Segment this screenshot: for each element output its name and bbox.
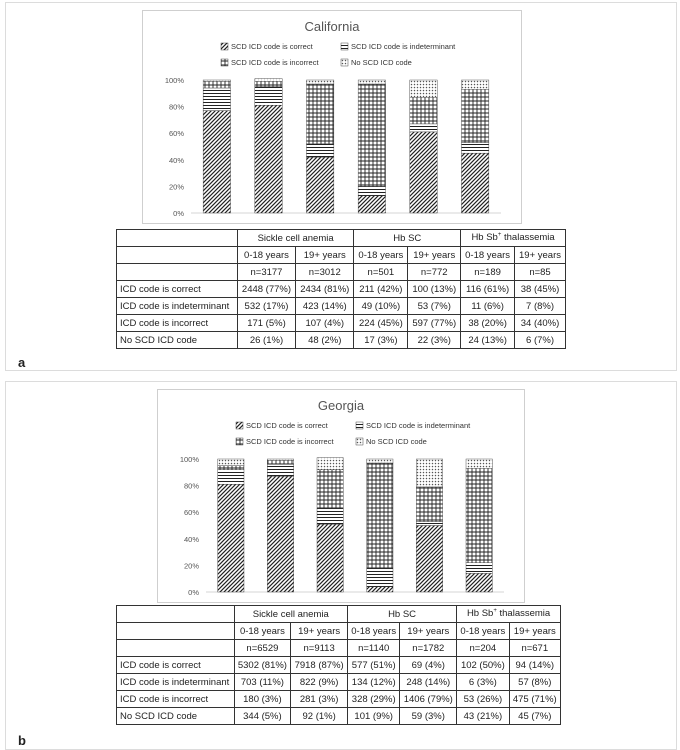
bar-segment-incorrect — [218, 466, 244, 470]
n-header: n=189 — [461, 264, 515, 281]
bar-segment-indeterminant — [317, 508, 343, 524]
data-cell: 53 (7%) — [408, 298, 461, 315]
bar-segment-correct — [358, 196, 385, 213]
bar-segment-indeterminant — [410, 124, 437, 132]
data-cell: 248 (14%) — [400, 674, 457, 691]
data-cell: 26 (1%) — [237, 332, 295, 349]
data-cell: 822 (9%) — [291, 674, 348, 691]
bar-segment-none — [367, 459, 393, 463]
table-blank — [117, 264, 238, 281]
bar-segment-incorrect — [358, 84, 385, 186]
age-header: 19+ years — [408, 247, 461, 264]
y-tick-label: 0% — [188, 588, 199, 597]
data-cell: 49 (10%) — [354, 298, 408, 315]
data-cell: 180 (3%) — [234, 691, 291, 708]
bar-segment-none — [218, 459, 244, 466]
data-cell: 116 (61%) — [461, 281, 515, 298]
bar-segment-indeterminant — [218, 470, 244, 485]
bar-segment-none — [203, 80, 230, 81]
bar-segment-correct — [203, 111, 230, 213]
data-cell: 6 (3%) — [457, 674, 509, 691]
bar-segment-correct — [218, 484, 244, 592]
age-header: 19+ years — [296, 247, 354, 264]
panel-a — [5, 2, 677, 371]
legend-label-correct: SCD ICD code is correct — [231, 42, 313, 51]
bar-segment-correct — [306, 157, 333, 213]
legend-swatch-correct — [221, 43, 228, 50]
n-header: n=501 — [354, 264, 408, 281]
table-california — [116, 229, 566, 349]
data-cell: 2434 (81%) — [296, 281, 354, 298]
age-header: 0-18 years — [457, 623, 509, 640]
data-cell: 532 (17%) — [237, 298, 295, 315]
bar-segment-indeterminant — [461, 143, 488, 154]
row-label: ICD code is indeterminant — [117, 298, 238, 315]
age-header: 0-18 years — [237, 247, 295, 264]
row-label: ICD code is correct — [117, 657, 235, 674]
y-tick-label: 100% — [179, 455, 199, 464]
data-cell: 59 (3%) — [400, 708, 457, 725]
data-cell: 53 (26%) — [457, 691, 509, 708]
legend-swatch-none — [356, 438, 363, 445]
data-cell: 92 (1%) — [291, 708, 348, 725]
data-cell: 100 (13%) — [408, 281, 461, 298]
data-cell: 423 (14%) — [296, 298, 354, 315]
stacked-bar-chart-california — [143, 11, 521, 223]
data-cell: 344 (5%) — [234, 708, 291, 725]
bar-segment-none — [255, 79, 282, 82]
data-cell: 328 (29%) — [347, 691, 399, 708]
legend-label-incorrect: SCD ICD code is incorrect — [231, 58, 319, 67]
bar-segment-indeterminant — [358, 186, 385, 195]
bar-segment-correct — [255, 105, 282, 213]
data-cell: 107 (4%) — [296, 315, 354, 332]
y-tick-label: 20% — [168, 182, 184, 192]
bar-segment-indeterminant — [466, 563, 492, 574]
legend-swatch-incorrect — [221, 59, 228, 66]
row-label: ICD code is correct — [117, 281, 238, 298]
row-label: ICD code is indeterminant — [117, 674, 235, 691]
legend-label-none: No SCD ICD code — [351, 58, 412, 67]
data-cell: 211 (42%) — [354, 281, 408, 298]
age-header: 0-18 years — [354, 247, 408, 264]
data-cell: 281 (3%) — [291, 691, 348, 708]
data-cell: 22 (3%) — [408, 332, 461, 349]
bar-segment-indeterminant — [255, 87, 282, 106]
y-tick-label: 60% — [183, 508, 199, 518]
age-header: 0-18 years — [461, 247, 515, 264]
data-cell: 69 (4%) — [400, 657, 457, 674]
panel-letter-b: b — [18, 733, 26, 748]
group-header: Sickle cell anemia — [234, 606, 347, 623]
row-label: ICD code is incorrect — [117, 315, 238, 332]
data-cell: 703 (11%) — [234, 674, 291, 691]
age-header: 19+ years — [515, 247, 566, 264]
bar-segment-correct — [317, 524, 343, 592]
age-header: 19+ years — [400, 623, 457, 640]
row-label: ICD code is incorrect — [117, 691, 235, 708]
legend-swatch-correct — [236, 422, 243, 429]
table-blank — [117, 623, 235, 640]
data-cell: 134 (12%) — [347, 674, 399, 691]
data-cell: 48 (2%) — [296, 332, 354, 349]
bar-segment-correct — [410, 132, 437, 213]
legend-label-none: No SCD ICD code — [366, 437, 427, 446]
panel-b — [5, 381, 677, 750]
data-cell: 57 (8%) — [509, 674, 560, 691]
data-cell: 7 (8%) — [515, 298, 566, 315]
chart-title: California — [304, 19, 360, 34]
age-header: 0-18 years — [234, 623, 291, 640]
data-cell: 34 (40%) — [515, 315, 566, 332]
data-cell: 5302 (81%) — [234, 657, 291, 674]
table-corner — [117, 230, 238, 247]
data-cell: 45 (7%) — [509, 708, 560, 725]
bar-segment-none — [358, 80, 385, 84]
bar-segment-correct — [466, 573, 492, 592]
legend-label-correct: SCD ICD code is correct — [246, 421, 328, 430]
y-tick-label: 80% — [183, 481, 199, 491]
data-cell: 577 (51%) — [347, 657, 399, 674]
data-cell: 101 (9%) — [347, 708, 399, 725]
data-cell: 224 (45%) — [354, 315, 408, 332]
bar-segment-correct — [461, 153, 488, 213]
n-header: n=671 — [509, 640, 560, 657]
legend-swatch-indeterminant — [356, 422, 363, 429]
n-header: n=772 — [408, 264, 461, 281]
bar-segment-indeterminant — [367, 568, 393, 587]
n-header: n=1140 — [347, 640, 399, 657]
data-cell: 43 (21%) — [457, 708, 509, 725]
chart-california — [142, 10, 522, 224]
n-header: n=3177 — [237, 264, 295, 281]
age-header: 19+ years — [509, 623, 560, 640]
data-cell: 102 (50%) — [457, 657, 509, 674]
table-georgia — [116, 605, 561, 725]
y-tick-label: 60% — [168, 129, 184, 139]
data-cell: 7918 (87%) — [291, 657, 348, 674]
chart-title: Georgia — [317, 398, 365, 413]
bar-segment-incorrect — [367, 463, 393, 568]
n-header: n=3012 — [296, 264, 354, 281]
row-label: No SCD ICD code — [117, 708, 235, 725]
bar-segment-indeterminant — [267, 464, 293, 476]
bar-segment-none — [416, 459, 442, 487]
age-header: 19+ years — [291, 623, 348, 640]
n-header: n=9113 — [291, 640, 348, 657]
group-header: Hb SC — [354, 230, 461, 247]
data-cell: 24 (13%) — [461, 332, 515, 349]
bar-segment-incorrect — [203, 81, 230, 88]
bar-segment-incorrect — [466, 468, 492, 562]
legend-label-incorrect: SCD ICD code is incorrect — [246, 437, 334, 446]
bar-segment-none — [410, 80, 437, 97]
group-header: Hb Sb+ thalassemia — [457, 606, 561, 623]
data-cell: 94 (14%) — [509, 657, 560, 674]
bar-segment-correct — [416, 526, 442, 593]
bar-segment-incorrect — [267, 460, 293, 464]
y-tick-label: 100% — [164, 76, 184, 85]
legend-swatch-indeterminant — [341, 43, 348, 50]
n-header: n=6529 — [234, 640, 291, 657]
panel-letter-a: a — [18, 355, 26, 370]
row-label: No SCD ICD code — [117, 332, 238, 349]
y-tick-label: 40% — [183, 534, 199, 544]
bar-segment-none — [461, 80, 488, 89]
bar-segment-incorrect — [416, 487, 442, 522]
data-cell: 38 (45%) — [515, 281, 566, 298]
bar-segment-none — [466, 459, 492, 468]
bar-segment-incorrect — [461, 89, 488, 142]
data-cell: 475 (71%) — [509, 691, 560, 708]
data-cell: 171 (5%) — [237, 315, 295, 332]
bar-segment-incorrect — [255, 81, 282, 86]
n-header: n=1782 — [400, 640, 457, 657]
y-tick-label: 80% — [168, 102, 184, 112]
bar-segment-none — [317, 458, 343, 470]
stacked-bar-chart-georgia — [158, 390, 524, 602]
legend-swatch-none — [341, 59, 348, 66]
n-header: n=85 — [515, 264, 566, 281]
table-blank — [117, 640, 235, 657]
data-cell: 1406 (79%) — [400, 691, 457, 708]
data-cell: 6 (7%) — [515, 332, 566, 349]
bar-segment-indeterminant — [416, 522, 442, 526]
bar-segment-correct — [367, 587, 393, 592]
group-header: Hb Sb+ thalassemia — [461, 230, 566, 247]
bar-segment-incorrect — [410, 97, 437, 124]
bar-segment-none — [306, 80, 333, 84]
group-header: Sickle cell anemia — [237, 230, 354, 247]
bar-segment-indeterminant — [203, 88, 230, 111]
legend-label-indeterminant: SCD ICD code is indeterminant — [366, 421, 471, 430]
age-header: 0-18 years — [347, 623, 399, 640]
table-corner — [117, 606, 235, 623]
data-cell: 11 (6%) — [461, 298, 515, 315]
n-header: n=204 — [457, 640, 509, 657]
bar-segment-correct — [267, 476, 293, 592]
bar-segment-incorrect — [306, 84, 333, 144]
group-header: Hb SC — [347, 606, 456, 623]
chart-georgia — [157, 389, 525, 603]
y-tick-label: 20% — [183, 561, 199, 571]
data-cell: 17 (3%) — [354, 332, 408, 349]
legend-label-indeterminant: SCD ICD code is indeterminant — [351, 42, 456, 51]
legend-swatch-incorrect — [236, 438, 243, 445]
bar-segment-incorrect — [317, 470, 343, 509]
y-tick-label: 40% — [168, 155, 184, 165]
bar-segment-none — [267, 459, 293, 460]
bar-segment-indeterminant — [306, 144, 333, 157]
y-tick-label: 0% — [173, 209, 184, 218]
data-cell: 38 (20%) — [461, 315, 515, 332]
data-cell: 2448 (77%) — [237, 281, 295, 298]
table-blank — [117, 247, 238, 264]
data-cell: 597 (77%) — [408, 315, 461, 332]
